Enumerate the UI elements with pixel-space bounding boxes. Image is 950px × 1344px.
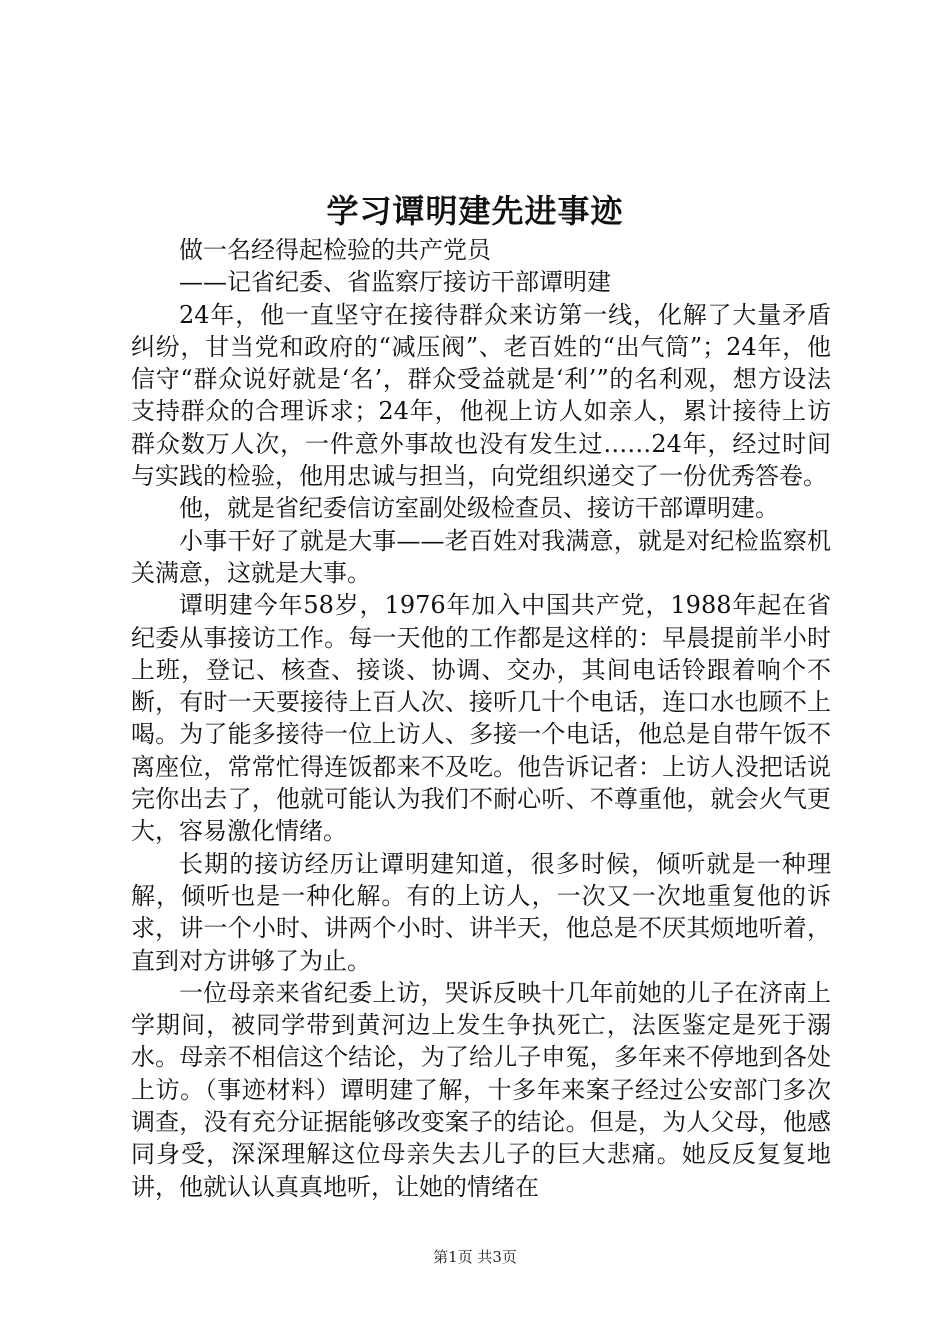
body-paragraph: 24年，他一直坚守在接待群众来访第一线，化解了大量矛盾纠纷，甘当党和政府的“减压阀”、老百姓的“出气筒”；24年，他信守“群众说好就是‘名’，群众受益就是‘利’”的名利观，想方设法支持群众的合理诉求；24年，他视上访人如亲人，累计接待上访群众数万人次，一件意外事故也没有发生过……24年，经过时间与实践的检验，他用忠诚与担当，向党组织递交了一份优秀答卷。	[131, 300, 831, 491]
document-title: 学习谭明建先进事迹	[326, 192, 624, 230]
body-paragraph: 长期的接访经历让谭明建知道，很多时候，倾听就是一种理解，倾听也是一种化解。有的上访人，一次又一次地重复他的诉求，讲一个小时、讲两个小时、讲半天，他总是不厌其烦地听着，直到对方讲够了为止。	[131, 849, 831, 975]
document-body	[131, 234, 831, 1203]
page-footer: 第1页 共3页	[433, 1248, 517, 1266]
body-paragraph: 谭明建今年58岁，1976年加入中国共产党，1988年起在省纪委从事接访工作。每一天他的工作都是这样的：早晨提前半小时上班，登记、核查、接谈、协调、交办，其间电话铃跟着响个不断，有时一天要接待上百人次、接听几十个电话，连口水也顾不上喝。为了能多接待一位上访人、多接一个电话，他总是自带午饭不离座位，常常忙得连饭都来不及吃。他告诉记者：上访人没把话说完你出去了，他就可能认为我们不耐心听、不尊重他，就会火气更大，容易激化情绪。	[131, 591, 831, 846]
body-paragraph: 小事干好了就是大事——老百姓对我满意，就是对纪检监察机关满意，这就是大事。	[131, 526, 831, 587]
body-paragraph: 他，就是省纪委信访室副处级检查员、接访干部谭明建。	[179, 494, 779, 523]
body-paragraph: 一位母亲来省纪委上访，哭诉反映十几年前她的儿子在济南上学期间，被同学带到黄河边上发生争执死亡，法医鉴定是死于溺水。母亲不相信这个结论，为了给儿子申冤，多年来不停地到各处上访。（事迹材料）谭明建了解，十多年来案子经过公安部门多次调查，没有充分证据能够改变案子的结论。但是，为人父母，他感同身受，深深理解这位母亲失去儿子的巨大悲痛。她反反复复地讲，他就认认真真地听，让她的情绪在	[131, 978, 831, 1201]
subtitle-line: 做一名经得起检验的共产党员	[179, 236, 491, 264]
byline: ——记省纪委、省监察厅接访干部谭明建	[179, 268, 611, 297]
